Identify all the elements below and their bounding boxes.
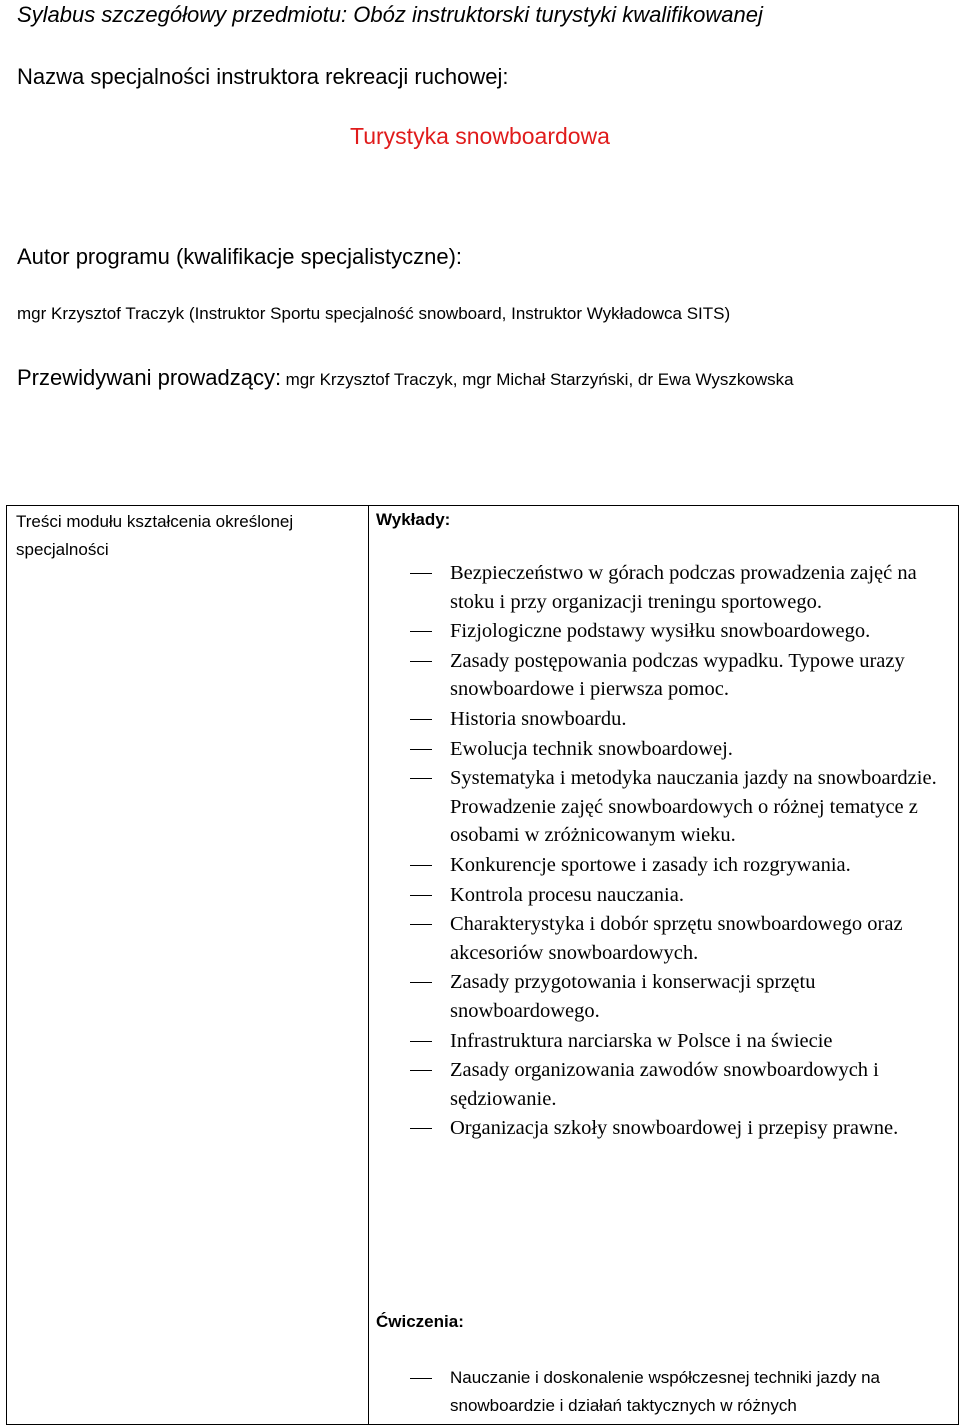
dash-bullet-icon [410, 1070, 432, 1071]
dash-bullet-icon [410, 573, 432, 574]
dash-bullet-icon [410, 749, 432, 750]
dash-bullet-icon [410, 661, 432, 662]
dash-bullet-icon [410, 719, 432, 720]
instructors-label: Przewidywani prowadzący: [17, 365, 282, 390]
specialty-label: Nazwa specjalności instruktora rekreacji ruchowej: [17, 64, 509, 89]
lecture-item-text: Bezpieczeństwo w górach podczas prowadzenia zajęć na stoku i przy organizacji treningu sportowego. [450, 562, 917, 613]
dash-bullet-icon [410, 778, 432, 779]
lecture-item [376, 1027, 954, 1056]
dash-bullet-icon [410, 631, 432, 632]
instructors-value: mgr Krzysztof Traczyk, mgr Michał Starzyński, dr Ewa Wyszkowska [285, 370, 794, 389]
exercise-list [376, 1364, 954, 1420]
lecture-item-text: Fizjologiczne podstawy wysiłku snowboardowego. [450, 620, 871, 643]
lecture-item [376, 735, 954, 764]
lecture-item [376, 1056, 954, 1113]
lecture-item [376, 617, 954, 646]
lecture-item-text: Zasady przygotowania i konserwacji sprzętu snowboardowego. [450, 971, 816, 1022]
lecture-item [376, 851, 954, 880]
dash-bullet-icon [410, 1378, 432, 1379]
lecture-item [376, 559, 954, 616]
lecture-item-text: Systematyka i metodyka nauczania jazdy na snowboardzie. Prowadzenie zajęć snowboardowych o różnej tematyce z osobami w zróżnicowanym wieku. [450, 767, 937, 847]
lecture-item-text: Zasady postępowania podczas wypadku. Typowe urazy snowboardowe i pierwsza pomoc. [450, 649, 905, 701]
lectures-heading: Wykłady: [376, 510, 451, 529]
specialty-name: Turystyka snowboardowa [350, 123, 610, 149]
lecture-item [376, 881, 954, 910]
document-title: Sylabus szczegółowy przedmiotu: Obóz instruktorski turystyki kwalifikowanej [17, 2, 763, 27]
dash-bullet-icon [410, 1041, 432, 1042]
dash-bullet-icon [410, 895, 432, 896]
lecture-item [376, 705, 954, 734]
author-label: Autor programu (kwalifikacje specjalistyczne): [17, 244, 463, 269]
module-content-label: Treści modułu kształcenia określonej specjalności [16, 512, 294, 559]
lecture-item-text: Konkurencje sportowe i zasady ich rozgrywania. [450, 853, 851, 876]
dash-bullet-icon [410, 865, 432, 866]
dash-bullet-icon [410, 1128, 432, 1129]
lecture-item-text: Ewolucja technik snowboardowej. [450, 737, 733, 760]
column-divider [368, 506, 369, 1424]
lecture-item-text: Historia snowboardu. [450, 707, 627, 730]
exercise-item-text: Nauczanie i doskonalenie współczesnej techniki jazdy na snowboardzie i działań taktycznych w różnych [450, 1368, 880, 1415]
dash-bullet-icon [410, 924, 432, 925]
author-value: mgr Krzysztof Traczyk (Instruktor Sportu specjalność snowboard, Instruktor Wykładowca SITS) [17, 304, 731, 323]
lecture-list [376, 559, 954, 1144]
lecture-item [376, 910, 954, 967]
content-table [6, 505, 959, 1425]
lecture-item-text: Charakterystyka i dobór sprzętu snowboardowego oraz akcesoriów snowboardowych. [450, 913, 903, 964]
dash-bullet-icon [410, 982, 432, 983]
lecture-item-text: Organizacja szkoły snowboardowej i przepisy prawne. [450, 1117, 899, 1140]
lecture-item-text: Infrastruktura narciarska w Polsce i na świecie [450, 1029, 833, 1052]
lecture-item [376, 968, 954, 1025]
exercise-item [376, 1364, 954, 1420]
lecture-item [376, 764, 954, 850]
lecture-item [376, 647, 954, 704]
lecture-item-text: Zasady organizowania zawodów snowboardowych i sędziowanie. [450, 1059, 879, 1110]
exercises-heading: Ćwiczenia: [376, 1312, 464, 1331]
instructors [17, 360, 917, 399]
lecture-item [376, 1114, 954, 1143]
lecture-item-text: Kontrola procesu nauczania. [450, 883, 684, 906]
